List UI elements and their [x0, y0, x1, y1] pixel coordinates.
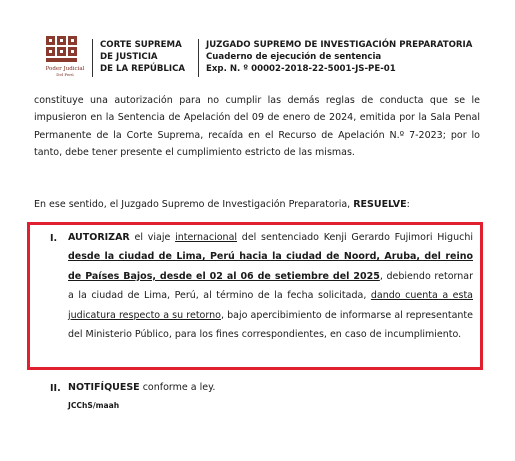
logo-caption [39, 66, 91, 78]
resolves-keyword: RESUELVE [353, 199, 407, 210]
office-info [198, 39, 486, 77]
item-number-2: II. [50, 383, 61, 394]
court-emblem-icon [38, 34, 86, 66]
item1-text-b: del sentenciado Kenji Gerardo Fujimori Higuchi [237, 232, 473, 243]
case-number: Exp. N. º 00002-2018-22-5001-JS-PE-01 [206, 64, 396, 74]
court-line2: DE JUSTICIA [100, 52, 158, 62]
resolution-item-authorize [68, 228, 473, 344]
poder-judicial-logo [38, 34, 86, 78]
paragraph-resolves [34, 196, 480, 213]
office-name: JUZGADO SUPREMO DE INVESTIGACIÓN PREPARATORIA [206, 40, 473, 50]
document-header [38, 34, 478, 78]
logo-caption-line1: Poder Judicial [45, 66, 85, 72]
item1-text-c: , debiendo retornar a la ciudad de Lima, Perú, al término de la fecha solicitada, [68, 270, 473, 302]
court-line1: CORTE SUPREMA [100, 40, 182, 50]
item1-travel-details: desde la ciudad de Lima, Perú hacia la ciudad de Noord, Aruba, del reino de Países Bajos, desde el 02 al 06 de setiembre del 2025 [68, 251, 473, 282]
resolves-prefix: En ese sentido, el Juzgado Supremo de Investigación Preparatoria, [34, 199, 354, 210]
paragraph-authorization-conditions: constituye una autorización para no cumplir las demás reglas de conducta que se le impusieron en la Sentencia de Apelación del 09 de enero de 2024, emitida por la Sala Penal Permanente de la Corte Suprema, recaída en el Recurso de Apelación N.º 7-2023; por lo tanto, debe tener presente el cumplimiento estricto de las mismas. [34, 95, 480, 159]
notify-rest: conforme a ley. [139, 382, 216, 393]
authorize-keyword: AUTORIZAR [68, 232, 130, 243]
court-name [92, 39, 200, 77]
item1-report-return: dando cuenta a esta judicatura respecto a su retorno [68, 290, 474, 321]
item1-text-d: , bajo apercibimiento de informarse al representante del Ministerio Público, para los fines correspondientes, en caso de incumplimiento. [68, 309, 473, 341]
item1-international: internacional [175, 232, 238, 243]
case-notebook: Cuaderno de ejecución de sentencia [206, 52, 382, 62]
court-line3: DE LA REPÚBLICA [100, 64, 186, 74]
logo-caption-line2: Del Perú [56, 72, 74, 77]
item-number-1: I. [50, 233, 58, 244]
resolution-item-notify [68, 378, 473, 397]
item1-text-a: el viaje [129, 232, 176, 243]
notify-keyword: NOTIFÍQUESE [68, 382, 140, 393]
resolves-suffix: : [406, 199, 410, 210]
signature-initials: JCChS/maah [68, 401, 120, 410]
